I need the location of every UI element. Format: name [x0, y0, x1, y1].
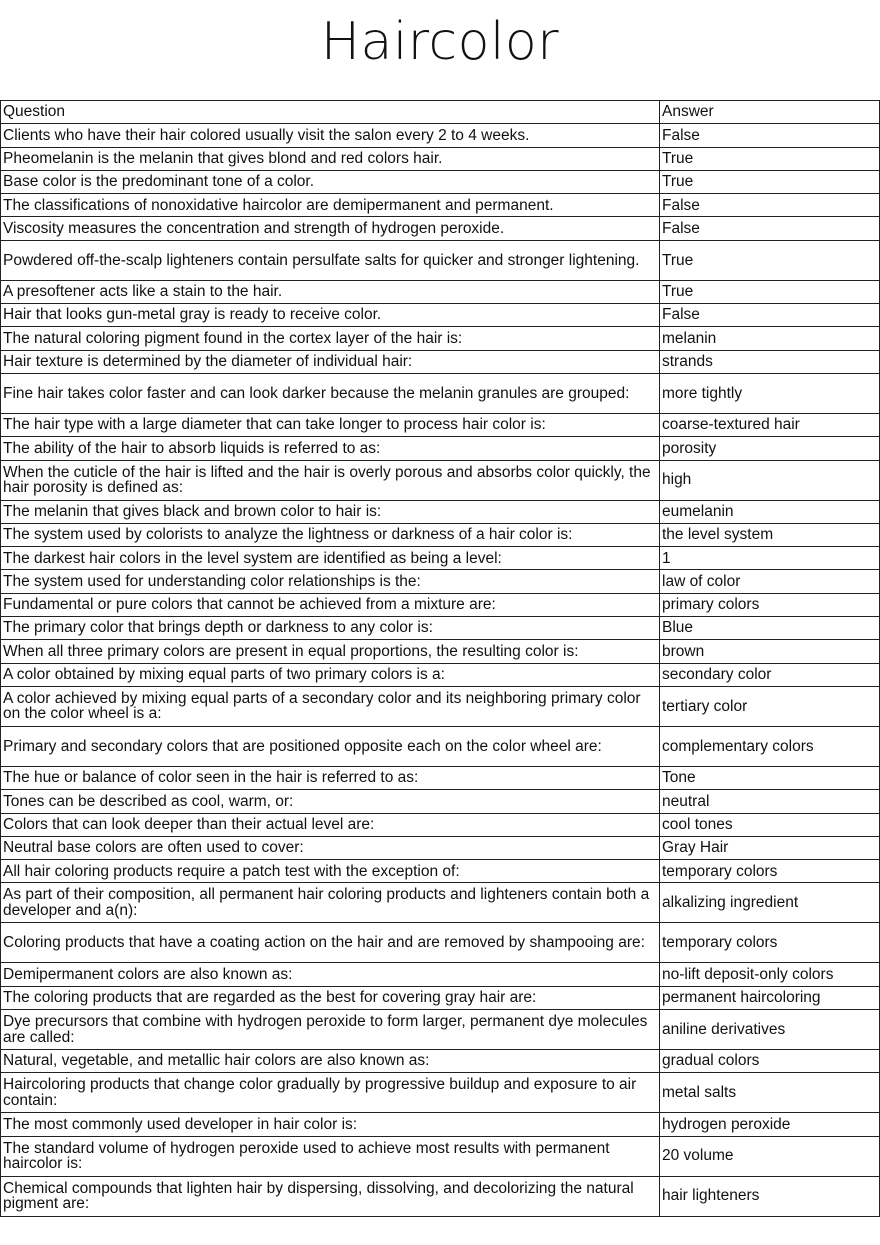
question-cell: A color obtained by mixing equal parts of two primary colors is a: — [1, 663, 660, 686]
table-row — [1, 860, 880, 883]
question-cell: A color achieved by mixing equal parts of a secondary color and its neighboring primary color on the color wheel is a: — [1, 686, 660, 726]
question-cell: The standard volume of hydrogen peroxide used to achieve most results with permanent haircolor is: — [1, 1136, 660, 1176]
table-row — [1, 813, 880, 836]
question-cell: The system used for understanding color relationships is the: — [1, 570, 660, 593]
question-cell: The hair type with a large diameter that can take longer to process hair color is: — [1, 413, 660, 436]
question-cell: Dye precursors that combine with hydrogen peroxide to form larger, permanent dye molecules are called: — [1, 1010, 660, 1050]
table-row — [1, 1010, 880, 1050]
answer-cell: alkalizing ingredient — [660, 883, 880, 923]
question-cell: The system used by colorists to analyze the lightness or darkness of a hair color is: — [1, 523, 660, 546]
answer-cell: 20 volume — [660, 1136, 880, 1176]
answer-cell: False — [660, 124, 880, 147]
answer-cell: complementary colors — [660, 726, 880, 766]
answer-cell: secondary color — [660, 663, 880, 686]
question-cell: Colors that can look deeper than their actual level are: — [1, 813, 660, 836]
table-row — [1, 766, 880, 789]
question-cell: Clients who have their hair colored usually visit the salon every 2 to 4 weeks. — [1, 124, 660, 147]
table-row — [1, 124, 880, 147]
answer-cell: gradual colors — [660, 1050, 880, 1073]
answer-cell: Gray Hair — [660, 836, 880, 859]
question-cell: When all three primary colors are present in equal proportions, the resulting color is: — [1, 640, 660, 663]
table-row — [1, 500, 880, 523]
question-cell: The most commonly used developer in hair color is: — [1, 1113, 660, 1136]
answer-cell: tertiary color — [660, 686, 880, 726]
table-row — [1, 593, 880, 616]
table-row — [1, 663, 880, 686]
table-row — [1, 547, 880, 570]
answer-cell: the level system — [660, 523, 880, 546]
qa-table-body — [1, 101, 880, 1217]
answer-cell: cool tones — [660, 813, 880, 836]
answer-cell: primary colors — [660, 593, 880, 616]
question-cell: Tones can be described as cool, warm, or: — [1, 790, 660, 813]
question-cell: The coloring products that are regarded as the best for covering gray hair are: — [1, 986, 660, 1009]
answer-cell: True — [660, 280, 880, 303]
answer-cell: hair lighteners — [660, 1176, 880, 1216]
table-row — [1, 790, 880, 813]
table-row — [1, 373, 880, 413]
table-row — [1, 460, 880, 500]
answer-cell: melanin — [660, 327, 880, 350]
table-row — [1, 147, 880, 170]
table-row — [1, 1176, 880, 1216]
table-header-row — [1, 101, 880, 124]
table-row — [1, 726, 880, 766]
answer-cell: False — [660, 194, 880, 217]
answer-cell: True — [660, 240, 880, 280]
table-row — [1, 1113, 880, 1136]
question-cell: As part of their composition, all permanent hair coloring products and lighteners contain both a developer and a(n): — [1, 883, 660, 923]
table-row — [1, 350, 880, 373]
question-cell: Hair texture is determined by the diameter of individual hair: — [1, 350, 660, 373]
answer-cell: porosity — [660, 437, 880, 460]
table-row — [1, 280, 880, 303]
question-cell: The classifications of nonoxidative haircolor are demipermanent and permanent. — [1, 194, 660, 217]
table-row — [1, 1050, 880, 1073]
qa-table — [0, 100, 880, 1217]
answer-cell: aniline derivatives — [660, 1010, 880, 1050]
table-row — [1, 413, 880, 436]
table-row — [1, 437, 880, 460]
table-row — [1, 194, 880, 217]
question-cell: Coloring products that have a coating action on the hair and are removed by shampooing are: — [1, 923, 660, 963]
question-cell: The melanin that gives black and brown color to hair is: — [1, 500, 660, 523]
question-cell: All hair coloring products require a patch test with the exception of: — [1, 860, 660, 883]
answer-column-header: Answer — [660, 101, 880, 124]
question-cell: A presoftener acts like a stain to the hair. — [1, 280, 660, 303]
answer-cell: metal salts — [660, 1073, 880, 1113]
answer-cell: True — [660, 147, 880, 170]
table-row — [1, 523, 880, 546]
answer-cell: True — [660, 170, 880, 193]
table-row — [1, 240, 880, 280]
question-cell: The natural coloring pigment found in the cortex layer of the hair is: — [1, 327, 660, 350]
answer-cell: neutral — [660, 790, 880, 813]
table-row — [1, 570, 880, 593]
question-column-header: Question — [1, 101, 660, 124]
question-cell: Hair that looks gun-metal gray is ready to receive color. — [1, 304, 660, 327]
answer-cell: high — [660, 460, 880, 500]
question-cell: The hue or balance of color seen in the hair is referred to as: — [1, 766, 660, 789]
answer-cell: coarse-textured hair — [660, 413, 880, 436]
answer-cell: brown — [660, 640, 880, 663]
answer-cell: strands — [660, 350, 880, 373]
answer-cell: False — [660, 304, 880, 327]
question-cell: The darkest hair colors in the level system are identified as being a level: — [1, 547, 660, 570]
answer-cell: Tone — [660, 766, 880, 789]
table-row — [1, 217, 880, 240]
table-row — [1, 883, 880, 923]
question-cell: Primary and secondary colors that are positioned opposite each on the color wheel are: — [1, 726, 660, 766]
answer-cell: temporary colors — [660, 860, 880, 883]
answer-cell: Blue — [660, 617, 880, 640]
question-cell: Demipermanent colors are also known as: — [1, 963, 660, 986]
table-row — [1, 170, 880, 193]
answer-cell: no-lift deposit-only colors — [660, 963, 880, 986]
table-row — [1, 1073, 880, 1113]
question-cell: Powdered off-the-scalp lighteners contain persulfate salts for quicker and stronger lightening. — [1, 240, 660, 280]
table-row — [1, 640, 880, 663]
question-cell: Haircoloring products that change color gradually by progressive buildup and exposure to air contain: — [1, 1073, 660, 1113]
answer-cell: hydrogen peroxide — [660, 1113, 880, 1136]
question-cell: Chemical compounds that lighten hair by dispersing, dissolving, and decolorizing the natural pigment are: — [1, 1176, 660, 1216]
question-cell: Base color is the predominant tone of a color. — [1, 170, 660, 193]
table-row — [1, 304, 880, 327]
answer-cell: permanent haircoloring — [660, 986, 880, 1009]
question-cell: When the cuticle of the hair is lifted and the hair is overly porous and absorbs color quickly, the hair porosity is defined as: — [1, 460, 660, 500]
question-cell: Neutral base colors are often used to cover: — [1, 836, 660, 859]
question-cell: Natural, vegetable, and metallic hair colors are also known as: — [1, 1050, 660, 1073]
table-row — [1, 327, 880, 350]
table-row — [1, 1136, 880, 1176]
table-row — [1, 836, 880, 859]
answer-cell: more tightly — [660, 373, 880, 413]
answer-cell: eumelanin — [660, 500, 880, 523]
table-row — [1, 986, 880, 1009]
table-row — [1, 686, 880, 726]
page-title: Haircolor — [320, 12, 560, 72]
question-cell: The primary color that brings depth or darkness to any color is: — [1, 617, 660, 640]
question-cell: The ability of the hair to absorb liquids is referred to as: — [1, 437, 660, 460]
answer-cell: temporary colors — [660, 923, 880, 963]
table-row — [1, 963, 880, 986]
answer-cell: False — [660, 217, 880, 240]
question-cell: Pheomelanin is the melanin that gives blond and red colors hair. — [1, 147, 660, 170]
question-cell: Viscosity measures the concentration and strength of hydrogen peroxide. — [1, 217, 660, 240]
answer-cell: 1 — [660, 547, 880, 570]
table-row — [1, 923, 880, 963]
question-cell: Fundamental or pure colors that cannot be achieved from a mixture are: — [1, 593, 660, 616]
answer-cell: law of color — [660, 570, 880, 593]
table-row — [1, 617, 880, 640]
question-cell: Fine hair takes color faster and can look darker because the melanin granules are grouped: — [1, 373, 660, 413]
